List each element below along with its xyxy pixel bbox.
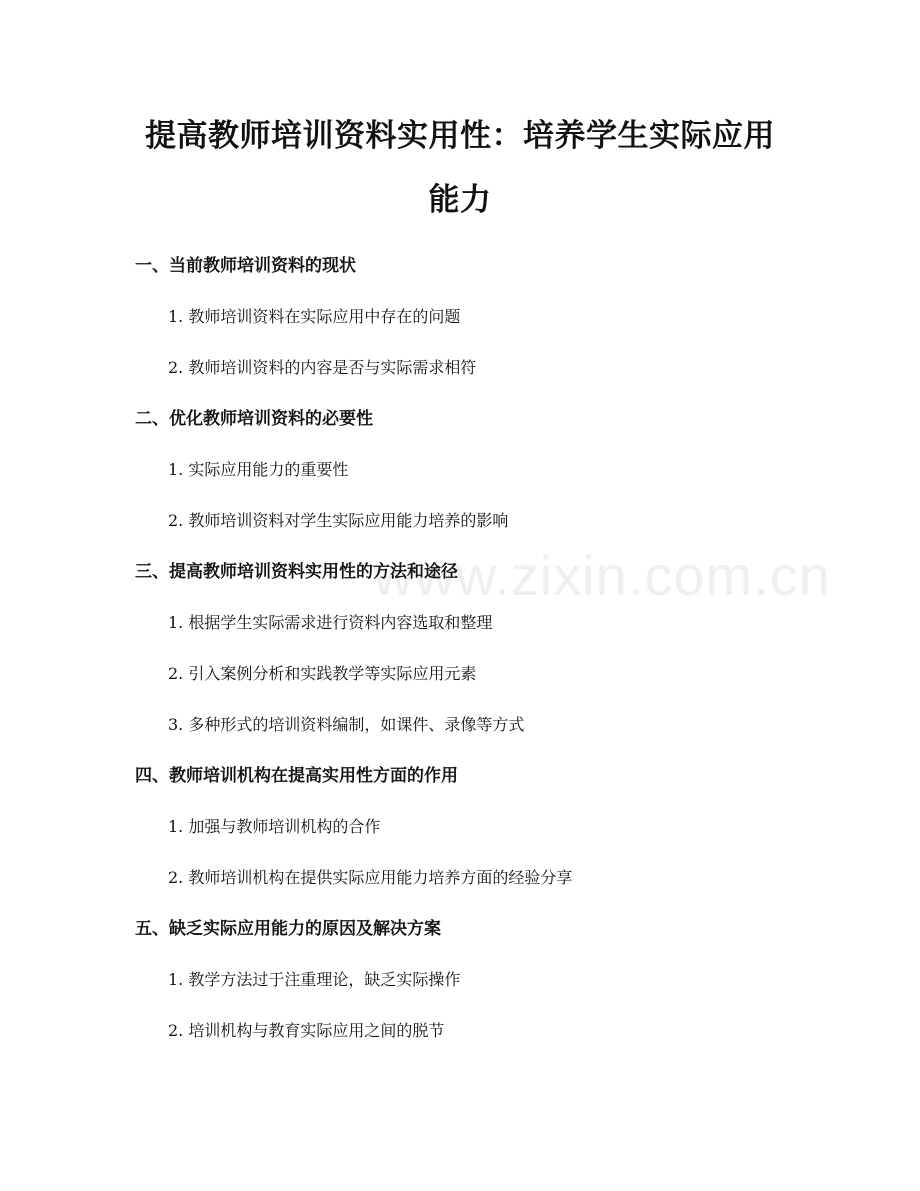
list-item: 1. 教学方法过于注重理论，缺乏实际操作 <box>168 970 461 989</box>
section-heading-2: 二、优化教师培训资料的必要性 <box>135 409 373 429</box>
section-heading-4: 四、教师培训机构在提高实用性方面的作用 <box>135 766 458 786</box>
list-item: 1. 教师培训资料在实际应用中存在的问题 <box>168 307 461 326</box>
page-title: 提高教师培训资料实用性：培养学生实际应用能力 <box>145 118 775 218</box>
list-item: 1. 根据学生实际需求进行资料内容选取和整理 <box>168 613 493 632</box>
list-item: 2. 引入案例分析和实践教学等实际应用元素 <box>168 664 477 683</box>
section-heading-1: 一、当前教师培训资料的现状 <box>135 256 356 276</box>
list-item: 2. 教师培训资料的内容是否与实际需求相符 <box>168 358 477 377</box>
list-item: 2. 教师培训资料对学生实际应用能力培养的影响 <box>168 511 509 530</box>
list-item: 2. 培训机构与教育实际应用之间的脱节 <box>168 1021 445 1040</box>
list-item: 2. 教师培训机构在提供实际应用能力培养方面的经验分享 <box>168 868 573 887</box>
watermark: www.zixin.com.cn <box>373 544 831 607</box>
section-heading-3: 三、提高教师培训资料实用性的方法和途径 <box>135 562 458 582</box>
list-item: 1. 实际应用能力的重要性 <box>168 460 349 479</box>
list-item: 1. 加强与教师培训机构的合作 <box>168 817 381 836</box>
section-heading-5: 五、缺乏实际应用能力的原因及解决方案 <box>135 919 441 939</box>
list-item: 3. 多种形式的培训资料编制，如课件、录像等方式 <box>168 715 525 734</box>
